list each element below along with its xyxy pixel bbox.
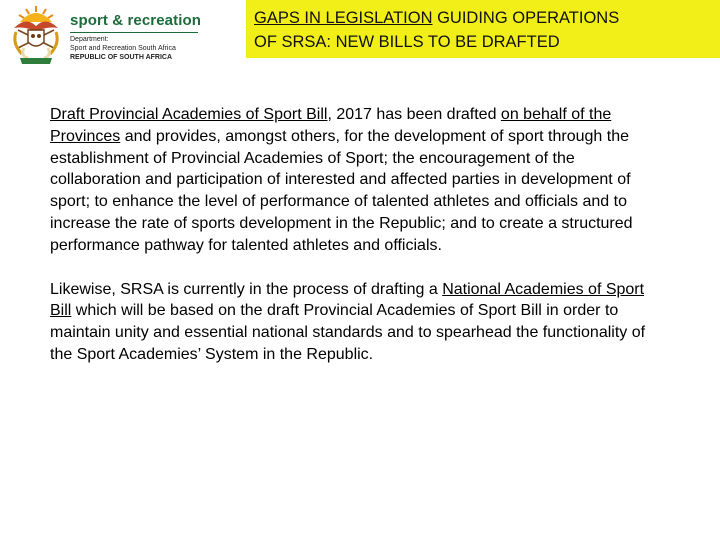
title-line-2: OF SRSA: NEW BILLS TO BE DRAFTED: [254, 33, 560, 51]
department-label: Department:: [70, 36, 109, 43]
bill-year: 2017: [331, 106, 372, 123]
brand-block: [70, 12, 210, 62]
on-behalf-of-provinces: on behalf of the Provinces: [50, 106, 612, 145]
provincial-bill-name: Draft Provincial Academies of Sport Bill,: [50, 106, 332, 123]
paragraph2-part2: which will be based on the draft Provincial Academies of Sport Bill in order to maintain unity and essential national standards and to spearhead the functionality of the Sport Academies’ System in the Republic.: [50, 302, 646, 363]
paragraph-provincial-bill: [50, 104, 660, 257]
paragraph1-part1: has been drafted: [371, 106, 501, 123]
department-name: Sport and Recreation South Africa: [70, 45, 176, 52]
national-bill-name: National Academies of Sport Bill: [50, 280, 645, 320]
title-line-1: [254, 6, 720, 30]
brand-name: sport & recreation: [70, 12, 201, 29]
title-underlined: GAPS IN LEGISLATION: [254, 9, 433, 27]
slide-title-box: [246, 0, 720, 58]
country-name: REPUBLIC OF SOUTH AFRICA: [70, 54, 173, 61]
slide-body: [50, 104, 660, 388]
paragraph2-part1: Likewise, SRSA is currently in the process of drafting a: [50, 280, 443, 298]
department-logo: [6, 2, 206, 66]
paragraph1-part2: and provides, amongst others, for the development of sport through the establishment of Provincial Academies of Sport; the encouragement of the collaboration and participation of interested and affected parties in development of sport; to enhance the level of performance of talented athletes and officials and to increase the rate of sports development in the Republic; and to create a structured performance pathway for talented athletes and officials.: [50, 127, 633, 254]
brand-divider: [70, 32, 198, 33]
title-rest: GUIDING OPERATIONS: [432, 9, 620, 27]
coat-of-arms-icon: [6, 2, 66, 66]
paragraph-national-bill: [50, 279, 660, 366]
slide-title: [254, 6, 720, 54]
